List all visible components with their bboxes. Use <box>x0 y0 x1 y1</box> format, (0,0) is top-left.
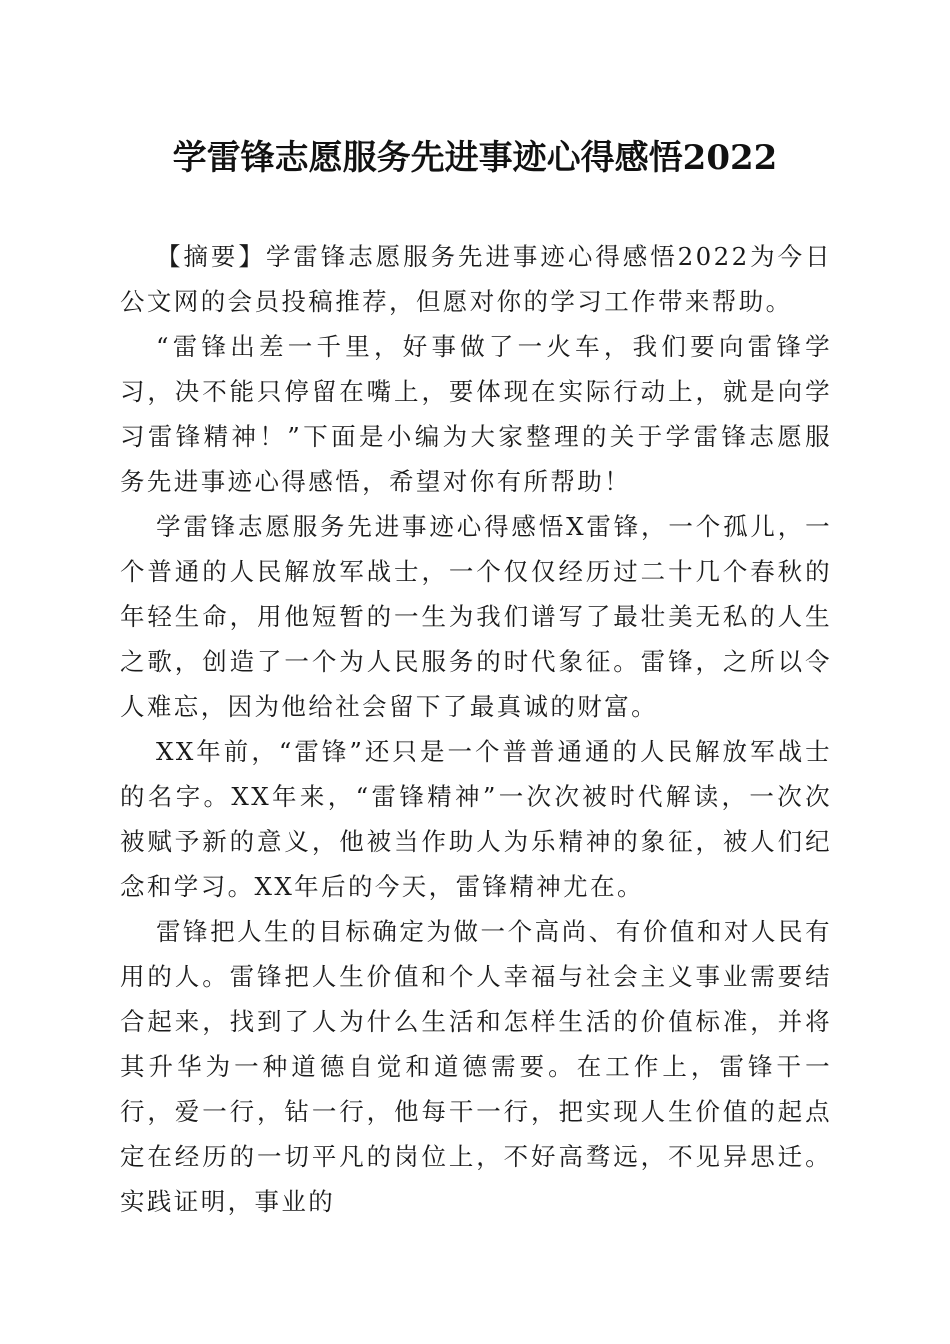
document-body <box>120 234 832 1224</box>
document-title: 学雷锋志愿服务先进事迹心得感悟2022 <box>172 138 778 178</box>
paragraph-quote: “雷锋出差一千里，好事做了一火车，我们要向雷锋学习，决不能只停留在嘴上，要体现在实际行动上，就是向学习雷锋精神！”下面是小编为大家整理的关于学雷锋志愿服务先进事迹心得感悟，希望对你有所帮助！ <box>120 332 832 496</box>
paragraph-lei-feng-intro: 学雷锋志愿服务先进事迹心得感悟X雷锋，一个孤儿，一个普通的人民解放军战士，一个仅仅经历过二十几个春秋的年轻生命，用他短暂的一生为我们谱写了最壮美无私的人生之歌，创造了一个为人民服务的时代象征。雷锋，之所以令人难忘，因为他给社会留下了最真诚的财富。 <box>120 512 832 721</box>
paragraph-abstract: 【摘要】学雷锋志愿服务先进事迹心得感悟2022为今日公文网的会员投稿推荐，但愿对你的学习工作带来帮助。 <box>120 242 832 316</box>
paragraph-life-goal: 雷锋把人生的目标确定为做一个高尚、有价值和对人民有用的人。雷锋把人生价值和个人幸福与社会主义事业需要结合起来，找到了人为什么生活和怎样生活的价值标准，并将其升华为一种道德自觉和道德需要。在工作上，雷锋干一行，爱一行，钻一行，他每干一行，把实现人生价值的起点定在经历的一切平凡的岗位上，不好高骛远，不见异思迁。实践证明，事业的 <box>120 917 832 1216</box>
paragraph-lei-feng-spirit: XX年前，“雷锋”还只是一个普普通通的人民解放军战士的名字。XX年来，“雷锋精神”一次次被时代解读，一次次被赋予新的意义，他被当作助人为乐精神的象征，被人们纪念和学习。XX年后的今天，雷锋精神尤在。 <box>120 737 832 901</box>
